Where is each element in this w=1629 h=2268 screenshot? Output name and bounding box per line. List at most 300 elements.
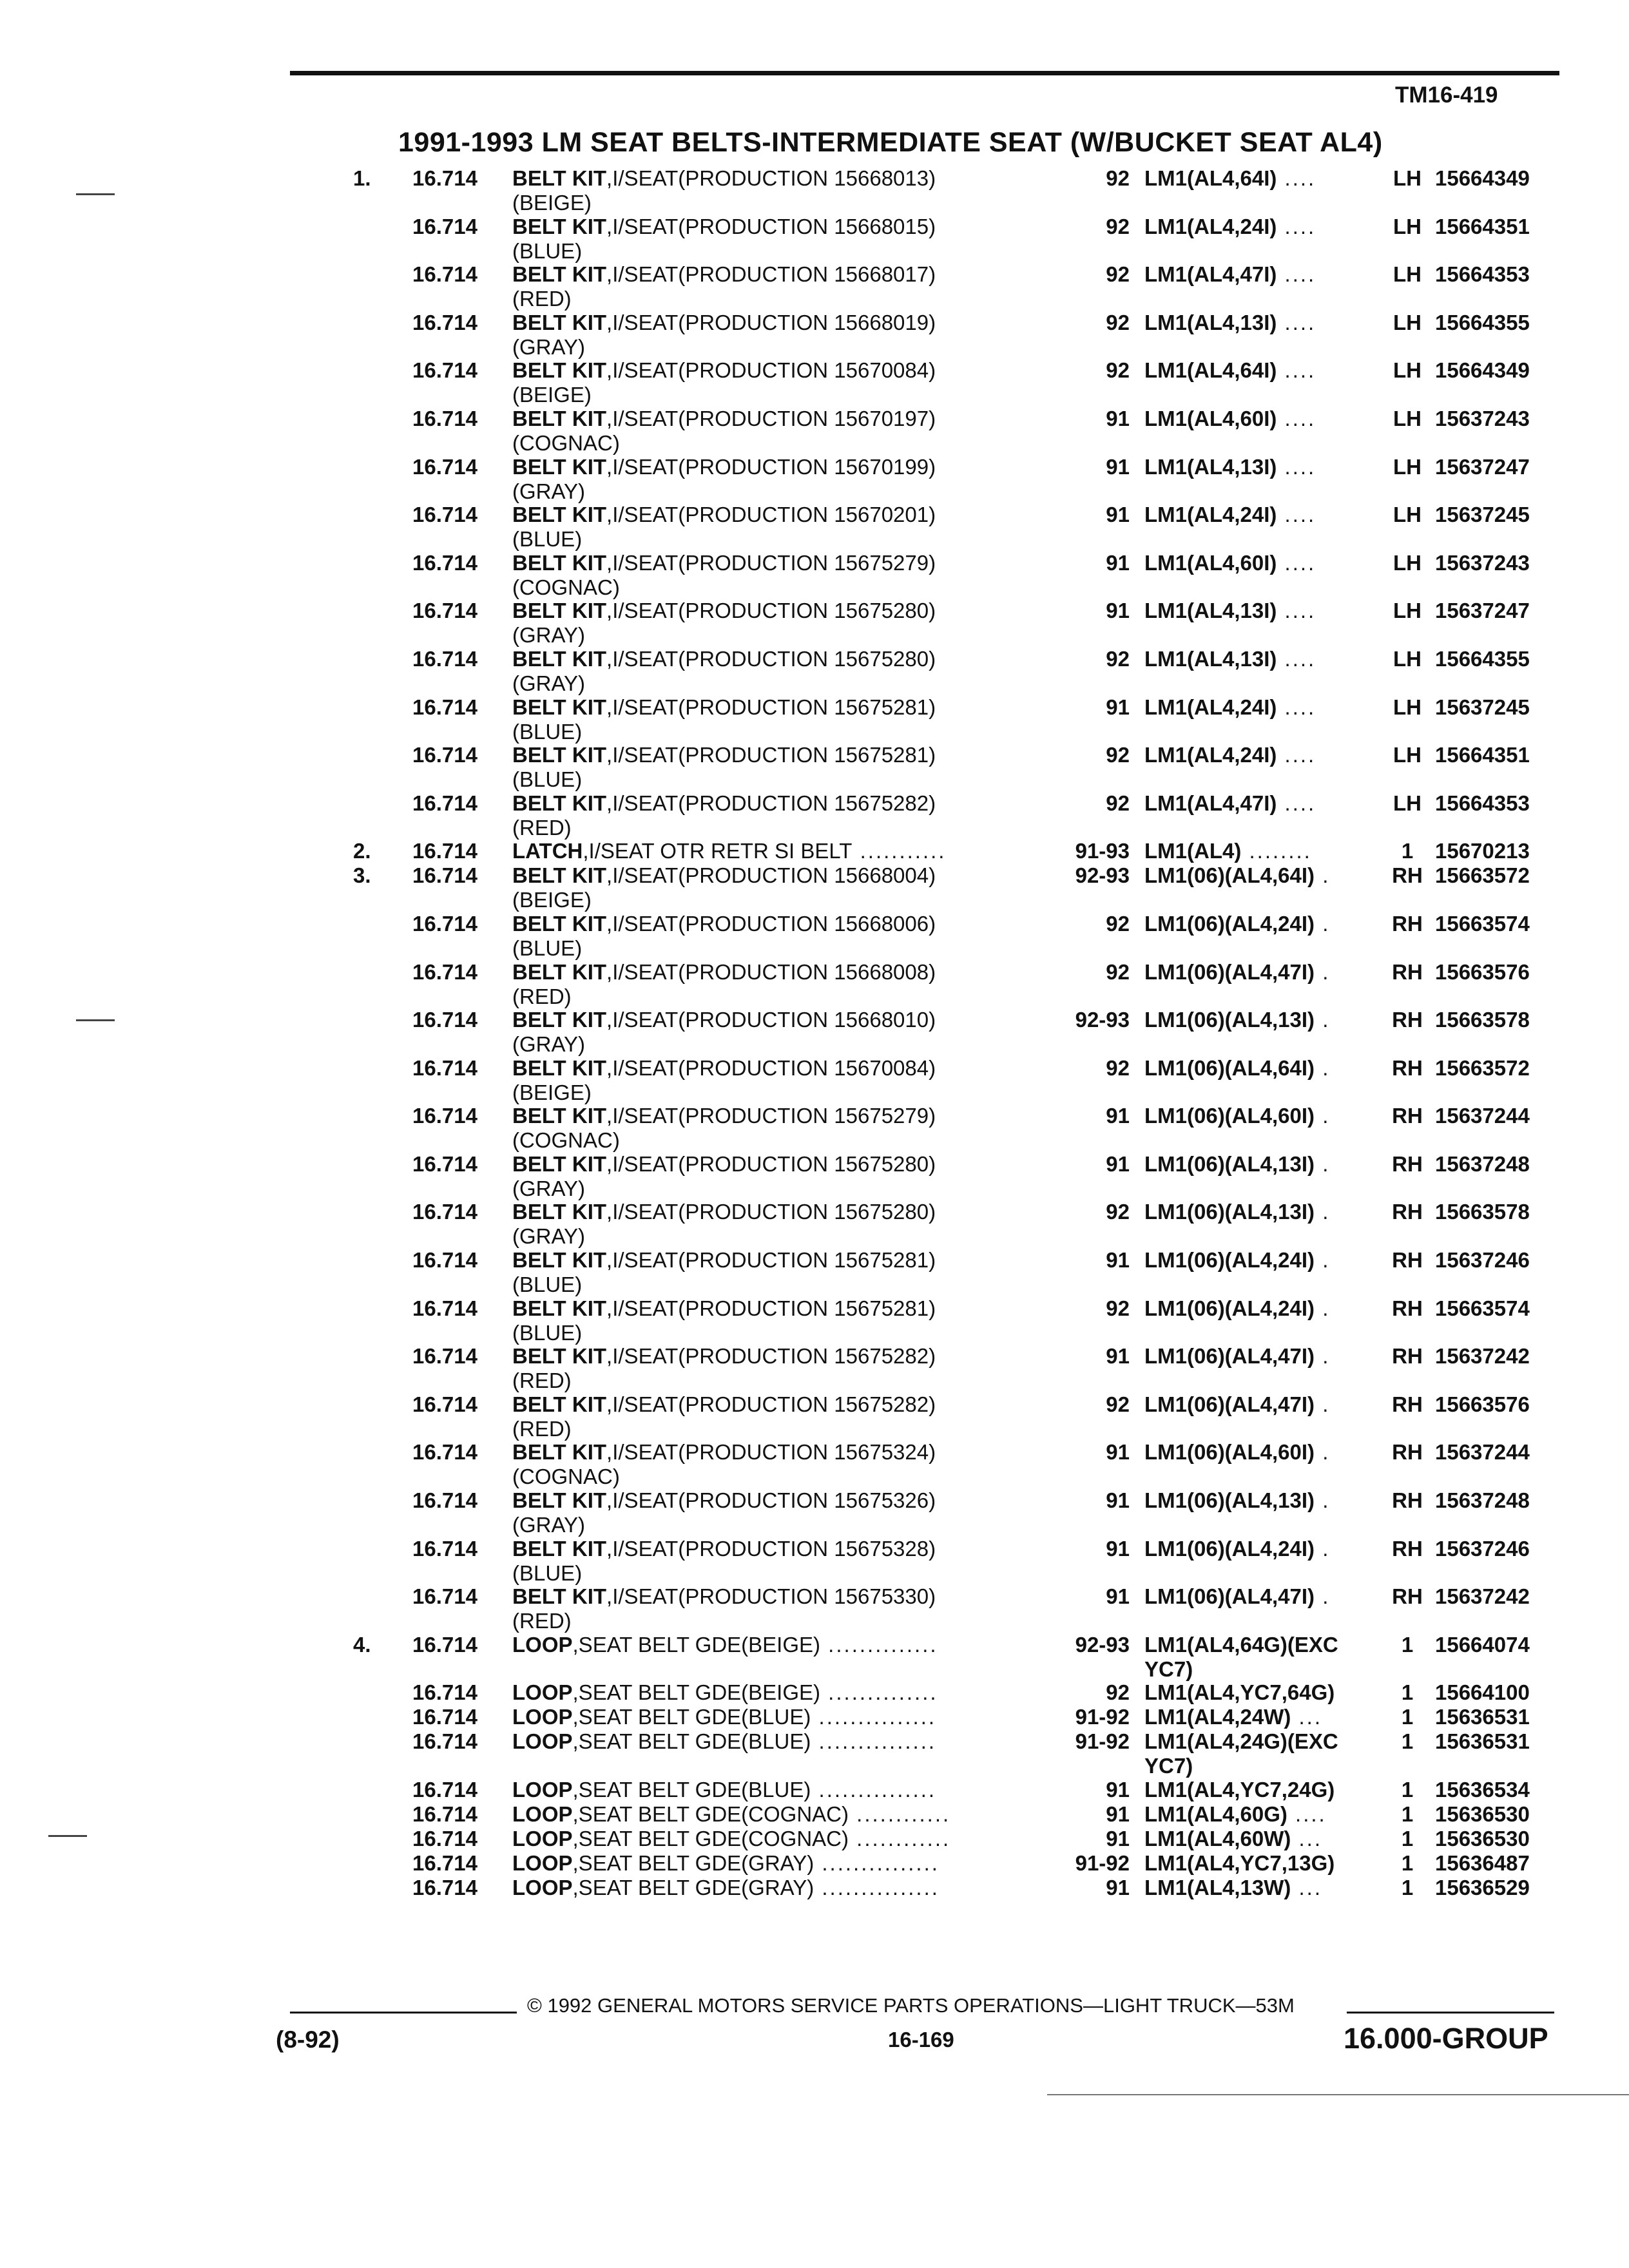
part-number: 15637244 [1435, 1440, 1530, 1465]
quantity-side: RH [1392, 911, 1423, 936]
quantity-side: LH [1393, 503, 1422, 527]
doc-number: TM16-419 [1395, 82, 1498, 108]
part-name: LOOP [512, 1778, 573, 1802]
model-year: 91 [1106, 406, 1130, 430]
leader-dots: ............ [848, 1827, 951, 1850]
part-number: 15636531 [1435, 1705, 1530, 1729]
leader-dots: .... [1277, 695, 1316, 719]
model-code-text: LM1(06)(AL4,64I) [1144, 1055, 1315, 1080]
part-detail: ,I/SEAT(PRODUCTION 15675280) [606, 1151, 936, 1176]
part-detail: ,I/SEAT(PRODUCTION 15670201) [606, 503, 936, 527]
model-code-text: LM1(AL4,64I) [1144, 166, 1277, 190]
quantity-side: RH [1392, 1344, 1423, 1369]
part-detail: ,SEAT BELT GDE(BEIGE) [572, 1632, 821, 1657]
group-number: 16.714 [412, 1802, 477, 1826]
part-description [512, 1680, 938, 1705]
model-code [1144, 1488, 1330, 1513]
model-year: 92 [1106, 1296, 1130, 1320]
quantity-side: 1 [1401, 1632, 1414, 1657]
leader-dots: ... [1291, 1876, 1323, 1899]
leader-dots: .............. [820, 1632, 938, 1657]
part-number: 15664353 [1435, 262, 1530, 287]
group-number: 16.714 [412, 959, 477, 984]
model-code [1144, 407, 1316, 431]
model-code-text: LM1(AL4,47I) [1144, 791, 1277, 815]
leader-dots: . [1315, 1584, 1331, 1609]
part-detail: ,SEAT BELT GDE(GRAY) [572, 1876, 815, 1899]
group-number: 16.714 [412, 503, 477, 527]
part-description [512, 1537, 936, 1586]
model-code [1144, 960, 1330, 985]
quantity-side: 1 [1401, 1876, 1414, 1899]
part-description [512, 407, 936, 456]
part-name: BELT KIT [512, 791, 607, 815]
group-number: 16.714 [412, 1392, 477, 1416]
model-code-text: LM1(AL4,47I) [1144, 262, 1277, 287]
quantity-side: RH [1392, 1008, 1423, 1032]
table-row [0, 1152, 1629, 1200]
part-name: BELT KIT [512, 695, 607, 719]
group-number: 16.714 [412, 1778, 477, 1802]
model-code-text: LM1(AL4,24I) [1144, 695, 1277, 719]
part-number: 15664351 [1435, 214, 1530, 238]
table-row [0, 1008, 1629, 1056]
margin-mark [76, 193, 115, 195]
part-detail: ,I/SEAT(PRODUCTION 15675281) [606, 1248, 936, 1273]
part-detail: ,I/SEAT(PRODUCTION 15670084) [606, 1055, 936, 1080]
model-year: 92 [1106, 358, 1130, 383]
quantity-side: RH [1392, 1055, 1423, 1080]
part-number: 15636529 [1435, 1876, 1530, 1899]
model-year: 92 [1106, 959, 1130, 984]
leader-dots: .... [1287, 1802, 1327, 1826]
part-name: BELT KIT [512, 1296, 607, 1320]
part-color: (RED) [512, 287, 572, 311]
model-code [1144, 1440, 1330, 1465]
model-code-text: LM1(AL4,13W) [1144, 1876, 1291, 1899]
group-number: 16.714 [412, 839, 477, 863]
table-row [0, 743, 1629, 791]
model-code [1144, 1705, 1322, 1729]
part-color: (BEIGE) [512, 1080, 592, 1104]
model-code-text: LM1(06)(AL4,47I) [1144, 1344, 1315, 1369]
part-color: (BLUE) [512, 527, 583, 552]
model-code-continued: YC7) [1144, 1754, 1193, 1778]
group-number: 16.714 [412, 214, 477, 238]
model-code-text: LM1(06)(AL4,47I) [1144, 959, 1315, 984]
model-year: 91 [1106, 1802, 1130, 1826]
part-number: 15670213 [1435, 839, 1530, 863]
part-detail: ,I/SEAT(PRODUCTION 15675282) [606, 791, 936, 815]
model-code [1144, 1200, 1330, 1224]
part-description [512, 1584, 936, 1633]
part-name: LOOP [512, 1680, 573, 1705]
model-code-text: LM1(AL4,24W) [1144, 1705, 1291, 1729]
part-detail: ,I/SEAT(PRODUCTION 15668010) [606, 1008, 936, 1032]
model-code-text: LM1(AL4,13I) [1144, 454, 1277, 479]
quantity-side: RH [1392, 1392, 1423, 1416]
model-code-text: LM1(06)(AL4,24I) [1144, 911, 1315, 936]
part-description [512, 1248, 936, 1297]
part-detail: ,SEAT BELT GDE(COGNAC) [572, 1802, 849, 1826]
model-code-text: LM1(AL4,24I) [1144, 743, 1277, 767]
part-color: (RED) [512, 984, 572, 1008]
model-year: 91 [1106, 454, 1130, 479]
table-row [0, 166, 1629, 215]
part-description [512, 1705, 936, 1729]
leader-dots: .... [1277, 358, 1316, 383]
group-number: 16.714 [412, 1488, 477, 1513]
part-name: BELT KIT [512, 1055, 607, 1080]
part-description [512, 215, 936, 264]
part-description [512, 503, 936, 552]
part-description [512, 743, 936, 792]
leader-dots: ............... [811, 1705, 937, 1729]
leader-dots: .... [1277, 454, 1316, 479]
model-year: 91 [1106, 599, 1130, 623]
part-name: BELT KIT [512, 310, 607, 334]
model-year: 91 [1106, 1151, 1130, 1176]
table-row [0, 647, 1629, 695]
quantity-side: RH [1392, 1584, 1423, 1609]
model-code [1144, 1104, 1330, 1128]
group-number: 16.714 [412, 1440, 477, 1465]
part-name: LOOP [512, 1876, 573, 1899]
quantity-side: 1 [1401, 1802, 1414, 1826]
leader-dots: . [1315, 959, 1331, 984]
part-name: BELT KIT [512, 1151, 607, 1176]
part-number: 15637242 [1435, 1584, 1530, 1609]
group-number: 16.714 [412, 1248, 477, 1273]
leader-dots: . [1315, 1151, 1331, 1176]
group-number: 16.714 [412, 1729, 477, 1754]
model-code [1144, 1248, 1330, 1273]
table-row [0, 863, 1629, 912]
part-color: (GRAY) [512, 334, 586, 359]
leader-dots: .... [1277, 550, 1316, 575]
quantity-side: RH [1392, 1440, 1423, 1465]
part-color: (BLUE) [512, 719, 583, 744]
part-number: 15664353 [1435, 791, 1530, 815]
part-color: (COGNAC) [512, 1465, 620, 1489]
part-number: 15637248 [1435, 1488, 1530, 1513]
part-number: 15663576 [1435, 959, 1530, 984]
part-color: (BLUE) [512, 936, 583, 960]
leader-dots: .... [1277, 646, 1316, 671]
part-description [512, 1152, 936, 1201]
model-year: 92-93 [1075, 1008, 1130, 1032]
group-number: 16.714 [412, 1200, 477, 1224]
part-name: BELT KIT [512, 406, 607, 430]
part-detail: ,I/SEAT(PRODUCTION 15668015) [606, 214, 936, 238]
model-year: 91 [1106, 1827, 1130, 1850]
part-description [512, 1344, 936, 1393]
quantity-side: LH [1393, 646, 1422, 671]
part-name: BELT KIT [512, 863, 607, 888]
part-name: BELT KIT [512, 1248, 607, 1273]
model-code [1144, 1392, 1330, 1417]
model-code-text: LM1(AL4,60I) [1144, 406, 1277, 430]
part-detail: ,I/SEAT(PRODUCTION 15668004) [606, 863, 936, 888]
leader-dots: . [1315, 1008, 1331, 1032]
model-code [1144, 599, 1316, 623]
model-year: 92-93 [1075, 1632, 1130, 1657]
part-name: BELT KIT [512, 599, 607, 623]
part-detail: ,I/SEAT(PRODUCTION 15675330) [606, 1584, 936, 1609]
part-description [512, 1851, 940, 1876]
model-year: 92 [1106, 1680, 1130, 1705]
quantity-side: 1 [1401, 1827, 1414, 1850]
table-row [0, 215, 1629, 263]
part-description [512, 960, 936, 1009]
part-number: 15637242 [1435, 1344, 1530, 1369]
part-color: (BLUE) [512, 767, 583, 792]
leader-dots: ............... [811, 1778, 937, 1802]
page-number: 16-169 [888, 2028, 954, 2052]
quantity-side: RH [1392, 1200, 1423, 1224]
footer-rule-left [290, 2012, 517, 2013]
quantity-side: LH [1393, 214, 1422, 238]
group-number: 16.714 [412, 791, 477, 815]
model-code-text: LM1(AL4,YC7,13G) [1144, 1851, 1335, 1875]
part-description [512, 1104, 936, 1153]
model-code-text: LM1(AL4,60I) [1144, 550, 1277, 575]
model-year: 91 [1106, 503, 1130, 527]
table-row [0, 455, 1629, 503]
table-row [0, 551, 1629, 599]
model-code-text: LM1(06)(AL4,60I) [1144, 1104, 1315, 1128]
model-code-text: LM1(AL4,60G) [1144, 1802, 1287, 1826]
part-description [512, 1633, 938, 1657]
model-code [1144, 647, 1316, 671]
part-description [512, 1876, 940, 1900]
part-detail: ,I/SEAT(PRODUCTION 15675280) [606, 646, 936, 671]
model-year: 92 [1106, 1200, 1130, 1224]
quantity-side: LH [1393, 550, 1422, 575]
part-detail: ,I/SEAT(PRODUCTION 15668019) [606, 310, 936, 334]
model-code [1144, 358, 1316, 383]
model-code [1144, 311, 1316, 335]
part-number: 15636534 [1435, 1778, 1530, 1802]
model-code-text: LM1(06)(AL4,60I) [1144, 1440, 1315, 1465]
part-number: 15664355 [1435, 310, 1530, 334]
group-number: 16.714 [412, 743, 477, 767]
quantity-side: 1 [1401, 1680, 1414, 1705]
part-number: 15663578 [1435, 1200, 1530, 1224]
part-name: LOOP [512, 1729, 573, 1754]
model-code [1144, 791, 1316, 816]
group-number: 16.714 [412, 1632, 477, 1657]
leader-dots: ............... [811, 1729, 937, 1754]
model-code [1144, 1584, 1330, 1609]
model-code-text: LM1(AL4,64I) [1144, 358, 1277, 383]
group-number: 16.714 [412, 166, 477, 190]
table-row [0, 1104, 1629, 1152]
margin-mark [48, 1835, 87, 1837]
group-number: 16.714 [412, 1827, 477, 1850]
group-number: 16.714 [412, 599, 477, 623]
part-number: 15664351 [1435, 743, 1530, 767]
model-code [1144, 1537, 1330, 1561]
part-number: 15664355 [1435, 646, 1530, 671]
quantity-side: LH [1393, 358, 1422, 383]
part-number: 15664074 [1435, 1632, 1530, 1657]
model-year: 91 [1106, 1104, 1130, 1128]
model-code [1144, 503, 1316, 527]
model-code-text: LM1(06)(AL4,47I) [1144, 1392, 1315, 1416]
quantity-side: RH [1392, 1488, 1423, 1513]
table-row [0, 912, 1629, 960]
part-number: 15636487 [1435, 1851, 1530, 1875]
quantity-side: RH [1392, 863, 1423, 888]
part-name: BELT KIT [512, 358, 607, 383]
part-name: BELT KIT [512, 1440, 607, 1465]
group-number: 16.714 [412, 1008, 477, 1032]
model-year: 91 [1106, 1488, 1130, 1513]
part-description [512, 1200, 936, 1249]
leader-dots: . [1315, 1055, 1331, 1080]
group-number: 16.714 [412, 262, 477, 287]
model-year: 91 [1106, 1778, 1130, 1802]
model-code [1144, 166, 1316, 191]
part-color: (GRAY) [512, 1513, 586, 1537]
table-row [0, 1851, 1629, 1876]
part-color: (GRAY) [512, 1224, 586, 1249]
part-detail: ,I/SEAT(PRODUCTION 15668013) [606, 166, 936, 190]
model-year: 91 [1106, 550, 1130, 575]
part-name: BELT KIT [512, 1200, 607, 1224]
model-year: 91-92 [1075, 1851, 1130, 1875]
part-number: 15664100 [1435, 1680, 1530, 1705]
leader-dots: . [1315, 1248, 1331, 1273]
group-number: 16.714 [412, 550, 477, 575]
part-color: (GRAY) [512, 479, 586, 503]
table-row [0, 407, 1629, 455]
part-detail: ,I/SEAT(PRODUCTION 15670197) [606, 406, 936, 430]
leader-dots: ........... [852, 839, 947, 863]
part-description [512, 1802, 950, 1827]
part-detail: ,I/SEAT(PRODUCTION 15675281) [606, 695, 936, 719]
part-description [512, 912, 936, 961]
model-code-text: LM1(AL4,13I) [1144, 599, 1277, 623]
model-code-text: LM1(06)(AL4,24I) [1144, 1296, 1315, 1320]
model-code-text: LM1(AL4) [1144, 839, 1242, 863]
table-row [0, 1488, 1629, 1537]
model-code-text: LM1(06)(AL4,47I) [1144, 1584, 1315, 1609]
quantity-side: LH [1393, 166, 1422, 190]
part-color: (RED) [512, 1369, 572, 1393]
model-code-text: LM1(06)(AL4,64I) [1144, 863, 1315, 888]
copyright-notice: © 1992 GENERAL MOTORS SERVICE PARTS OPERATIONS—LIGHT TRUCK—53M [527, 1994, 1295, 2017]
quantity-side: RH [1392, 1536, 1423, 1561]
part-color: (RED) [512, 1416, 572, 1441]
group-number: 16.714 [412, 646, 477, 671]
table-row [0, 311, 1629, 359]
part-description [512, 358, 936, 407]
part-color: (RED) [512, 1609, 572, 1633]
group-number: 16.714 [412, 1705, 477, 1729]
part-number: 15637246 [1435, 1248, 1530, 1273]
part-description [512, 647, 936, 696]
part-detail: ,SEAT BELT GDE(GRAY) [572, 1851, 815, 1875]
table-row [0, 839, 1629, 863]
part-number: 15637247 [1435, 599, 1530, 623]
part-detail: ,SEAT BELT GDE(BLUE) [572, 1705, 811, 1729]
part-name: LOOP [512, 1632, 573, 1657]
model-code-text: LM1(06)(AL4,24I) [1144, 1248, 1315, 1273]
part-color: (COGNAC) [512, 575, 620, 599]
group-number: 16.714 [412, 1344, 477, 1369]
model-code [1144, 1680, 1335, 1705]
part-color: (BEIGE) [512, 191, 592, 215]
quantity-side: LH [1393, 743, 1422, 767]
model-code-text: LM1(06)(AL4,24I) [1144, 1536, 1315, 1561]
table-row [0, 1584, 1629, 1633]
table-row [0, 695, 1629, 744]
model-code-text: LM1(AL4,24I) [1144, 503, 1277, 527]
group-number: 16.714 [412, 1876, 477, 1899]
model-year: 92 [1106, 911, 1130, 936]
part-color: (RED) [512, 815, 572, 840]
table-row [0, 1705, 1629, 1729]
part-number: 15663574 [1435, 1296, 1530, 1320]
leader-dots: . [1315, 1440, 1331, 1465]
part-number: 15663576 [1435, 1392, 1530, 1416]
model-code [1144, 1296, 1330, 1321]
group-number: 16.714 [412, 1584, 477, 1609]
part-detail: ,I/SEAT(PRODUCTION 15668008) [606, 959, 936, 984]
table-row [0, 1440, 1629, 1488]
top-rule [290, 71, 1559, 75]
table-row [0, 1729, 1629, 1778]
table-row [0, 1827, 1629, 1851]
leader-dots: .............. [820, 1680, 938, 1705]
quantity-side: LH [1393, 406, 1422, 430]
part-detail: ,I/SEAT(PRODUCTION 15668006) [606, 911, 936, 936]
part-number: 15636530 [1435, 1827, 1530, 1850]
part-color: (COGNAC) [512, 430, 620, 455]
part-name: BELT KIT [512, 1392, 607, 1416]
part-name: LOOP [512, 1705, 573, 1729]
part-number: 15637243 [1435, 550, 1530, 575]
model-code [1144, 1152, 1330, 1177]
model-year: 92 [1106, 262, 1130, 287]
part-number: 15663572 [1435, 1055, 1530, 1080]
part-name: BELT KIT [512, 214, 607, 238]
model-code-text: LM1(AL4,24I) [1144, 214, 1277, 238]
model-year: 92-93 [1075, 863, 1130, 888]
part-name: BELT KIT [512, 1488, 607, 1513]
table-row [0, 1802, 1629, 1827]
model-year: 92 [1106, 1055, 1130, 1080]
footer-rule-right [1347, 2012, 1554, 2013]
leader-dots: .... [1277, 406, 1316, 430]
model-year: 91 [1106, 1344, 1130, 1369]
table-row [0, 1778, 1629, 1802]
part-detail: ,I/SEAT(PRODUCTION 15675279) [606, 1104, 936, 1128]
part-description [512, 1296, 936, 1345]
quantity-side: LH [1393, 791, 1422, 815]
table-row [0, 1680, 1629, 1705]
model-code-continued: YC7) [1144, 1657, 1193, 1681]
model-year: 91 [1106, 1876, 1130, 1899]
table-row [0, 1344, 1629, 1392]
group-number: 16.714 [412, 695, 477, 719]
part-name: BELT KIT [512, 1536, 607, 1561]
part-description [512, 1056, 936, 1105]
part-number: 15637245 [1435, 503, 1530, 527]
model-code [1144, 1851, 1335, 1876]
